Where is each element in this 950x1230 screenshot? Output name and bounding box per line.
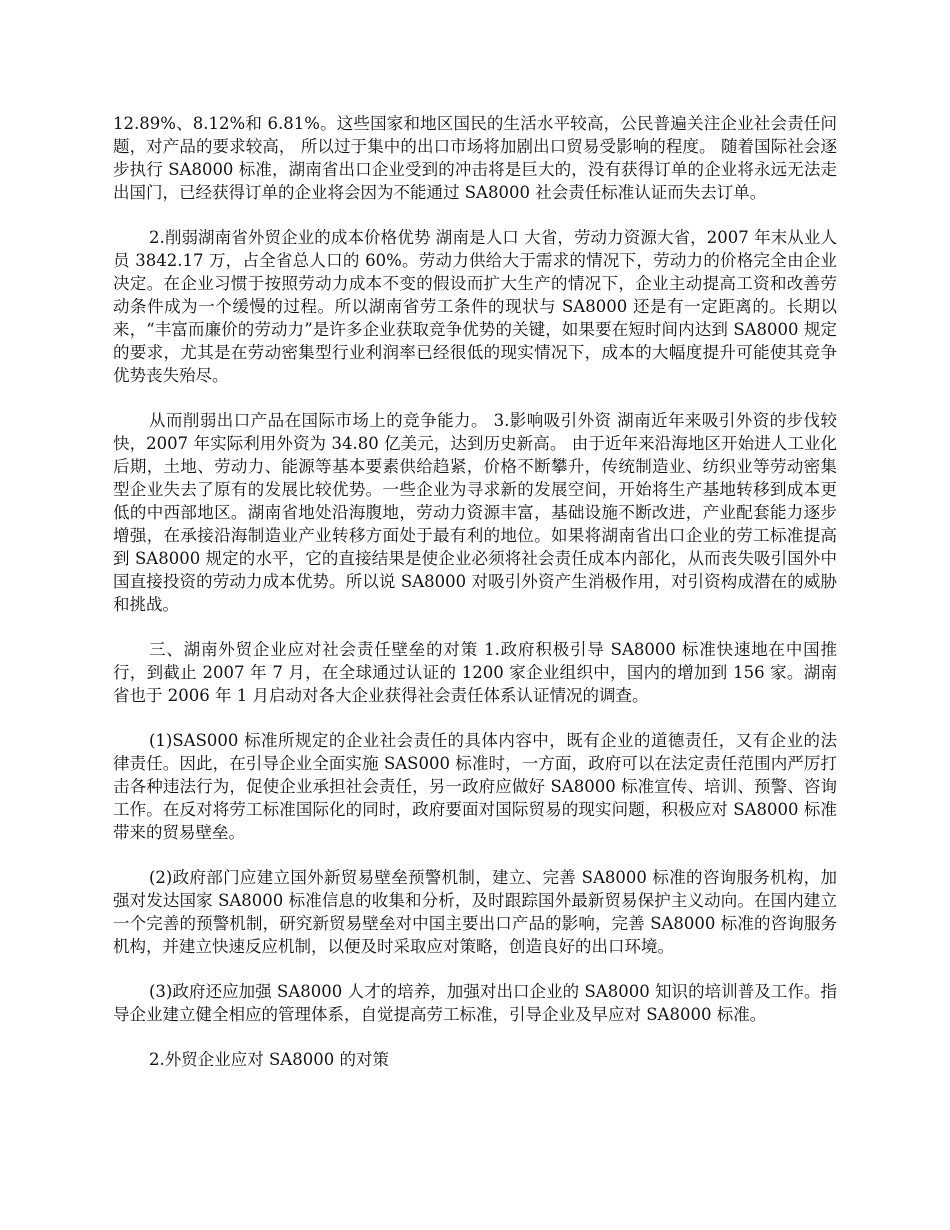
paragraph-item-3: (3)政府还应加强 SA8000 人才的培养，加强对出口企业的 SA8000 知识的培训普及工作。指导企业建立健全相应的管理体系，自觉提高劳工标准，引导企业及早应对 SA8000 标准。 — [113, 982, 837, 1024]
paragraph-item-2: (2)政府部门应建立国外新贸易壁垒预警机制，建立、完善 SA8000 标准的咨询服务机构，加强对发达国家 SA8000 标准信息的收集和分析，及时跟踪国外最新贸易保护主义动向。在国内建立一个完善的预警机制，研究新贸易壁垒对中国主要出口产品的影响，完善 SA8000 标准的咨询服务机构，并建立快速反应机制，以便及时采取应对策略，创造良好的出口环境。 — [113, 868, 837, 956]
paragraph-countermeasures-heading: 三、湖南外贸企业应对社会责任壁垒的对策 1.政府积极引导 SA8000 标准快速地在中国推行，到截止 2007 年 7 月，在全球通过认证的 1200 家企业组织中，国内的增加到 156 家。湖南省也于 2006 年 1 月启动对各大企业获得社会责任体系认证情况的调查。 — [113, 640, 837, 705]
paragraph-foreign-investment: 从而削弱出口产品在国际市场上的竞争能力。 3.影响吸引外资 湖南近年来吸引外资的步伐较快，2007 年实际利用外资为 34.80 亿美元，达到历史新高。 由于近年来沿海地区开始进人工业化后期，土地、劳动力、能源等基本要素供给趋紧，价格不断攀升，传统制造业、纺织业等劳动密集型企业失去了原有的发展比较优势。一些企业为寻求新的发展空间，开始将生产基地转移到成本更低的中西部地区。湖南省地处沿海腹地，劳动力资源丰富，基础设施不断改进，产业配套能力逐步增强，在承接沿海制造业产业转移方面处于最有利的地位。如果将湖南省出口企业的劳工标准提高到 SA8000 规定的水平，它的直接结果是使企业必须将社会责任成本内部化，从而丧失吸引国外中国直接投资的劳动力成本优势。所以说 SA8000 对吸引外资产生消极作用，对引资构成潜在的威胁和挑战。 — [113, 411, 837, 614]
paragraph-cost-advantage: 2.削弱湖南省外贸企业的成本价格优势 湖南是人口 大省，劳动力资源大省，2007 年末从业人员 3842.17 万，占全省总人口的 60%。劳动力供给大于需求的情况下，劳动力的价格完全由企业决定。在企业习惯于按照劳动力成本不变的假设而扩大生产的情况下，企业主动提高工资和改善劳动条件成为一个缓慢的过程。所以湖南省劳工条件的现状与 SA8000 还是有一定距离的。长期以来，“丰富而廉价的劳动力”是许多企业获取竞争优势的关键，如果要在短时间内达到 SA8000 规定的要求，尤其是在劳动密集型行业利润率已经很低的现实情况下，成本的大幅度提升可能使其竞争优势丧失殆尽。 — [113, 228, 837, 385]
section-heading-enterprise-countermeasures: 2.外贸企业应对 SA8000 的对策 — [149, 1050, 389, 1069]
paragraph-export-market: 12.89%、8.12%和 6.81%。这些国家和地区国民的生活水平较高，公民普遍关注企业社会责任问题，对产品的要求较高， 所以过于集中的出口市场将加剧出口贸易受影响的程度。 随着国际社会逐步执行 SA8000 标准，湖南省出口企业受到的冲击将是巨大的，没有获得订单的企业将永远无法走出国门，已经获得订单的企业将会因为不能通过 SA8000 社会责任标准认证而失去订单。 — [113, 114, 837, 202]
document-body — [113, 112, 837, 1071]
paragraph-item-1: (1)SAS000 标准所规定的企业社会责任的具体内容中，既有企业的道德责任，又有企业的法律责任。因此，在引导企业全面实施 SAS000 标准时，一方面，政府可以在法定责任范围内严厉打击各种违法行为，促使企业承担社会责任，另一政府应做好 SA8000 标准宣传、培训、预警、咨询工作。在反对将劳工标准国际化的同时，政府要面对国际贸易的现实问题，积极应对 SA8000 标准带来的贸易壁垒。 — [113, 731, 837, 842]
